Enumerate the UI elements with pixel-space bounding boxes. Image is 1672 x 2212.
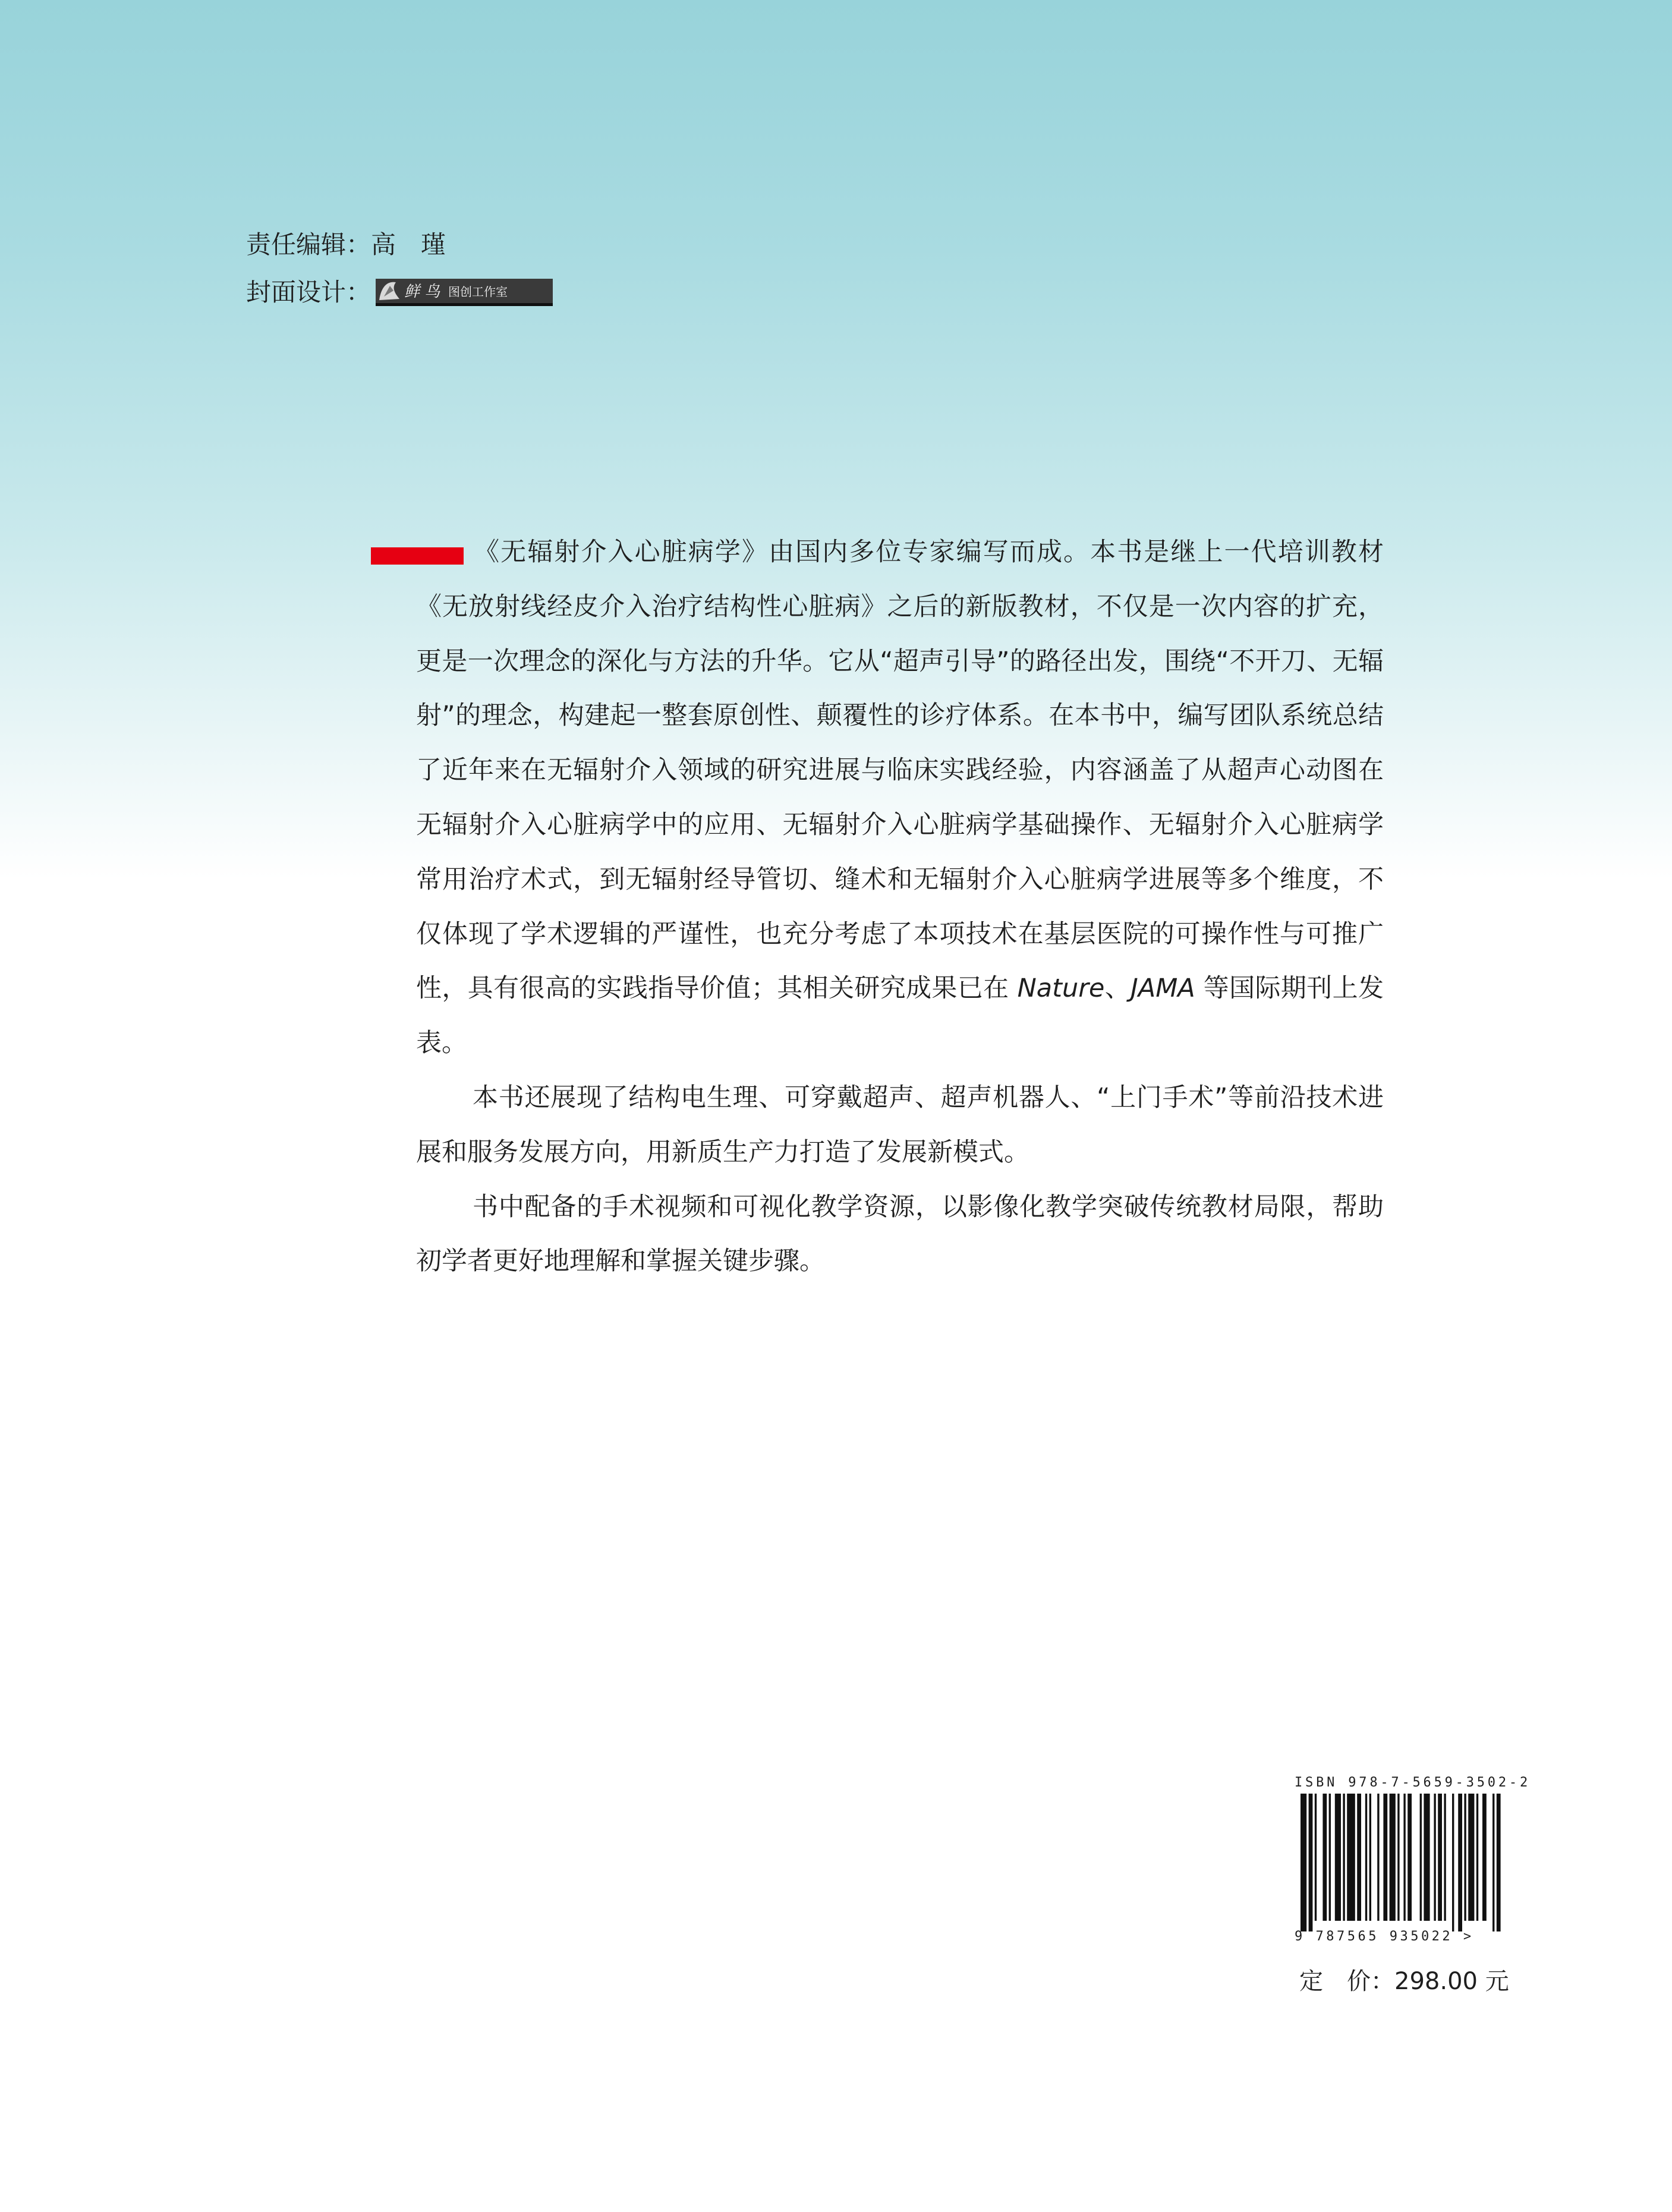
barcode-bar <box>1444 1794 1446 1921</box>
svg-text:图创工作室: 图创工作室 <box>448 285 508 299</box>
barcode-bar <box>1452 1794 1454 1931</box>
barcode-bar <box>1357 1794 1361 1921</box>
description-paragraph-1 <box>416 525 1384 1071</box>
desc-p1-text-b: 等国际期刊上发表。 <box>416 973 1384 1058</box>
price-line <box>1299 1962 1509 1996</box>
barcode-bar <box>1347 1794 1355 1921</box>
barcode-bar <box>1464 1794 1466 1921</box>
barcode-bar <box>1397 1794 1399 1921</box>
editor-label: 责任编辑： <box>246 230 371 259</box>
barcode-bar <box>1424 1794 1429 1921</box>
barcode-bar <box>1434 1794 1435 1921</box>
barcode-bar <box>1390 1794 1396 1921</box>
desc-p1-separator: 、 <box>1104 973 1131 1004</box>
barcode-bar <box>1438 1794 1442 1921</box>
barcode-bar <box>1407 1794 1412 1921</box>
barcode-bar <box>1482 1794 1487 1921</box>
barcode-bar <box>1383 1794 1387 1921</box>
book-description <box>416 525 1384 1289</box>
barcode-bar <box>1301 1794 1306 1931</box>
description-paragraph-2: 本书还展现了结构电生理、可穿戴超声、超声机器人、“上门手术”等前沿技术进展和服务发展方向，用新质生产力打造了发展新模式。 <box>416 1082 1384 1167</box>
designer-logo-mark <box>376 279 553 303</box>
barcode-bar <box>1315 1794 1317 1921</box>
designer-credit <box>246 269 553 316</box>
price-unit: 元 <box>1485 1968 1509 1995</box>
price-value: 298.00 <box>1394 1968 1478 1995</box>
barcode-bar <box>1335 1794 1341 1921</box>
barcode-bar <box>1492 1794 1494 1931</box>
barcode-bar <box>1309 1794 1313 1931</box>
isbn-barcode-block <box>1295 1775 1531 1944</box>
barcode-bar <box>1323 1794 1327 1921</box>
barcode-bar <box>1365 1794 1367 1921</box>
barcode-bar <box>1369 1794 1371 1921</box>
credits-block <box>246 221 553 316</box>
journal-nature: Nature <box>1017 973 1105 1004</box>
barcode-digits: 9 787565 935022 > <box>1295 1929 1474 1944</box>
editor-credit <box>246 221 553 269</box>
svg-text:鲜 鸟: 鲜 鸟 <box>404 283 440 301</box>
editor-name: 高 瑾 <box>371 230 446 259</box>
barcode-bar <box>1497 1794 1501 1931</box>
price-label: 定 价： <box>1299 1968 1394 1995</box>
barcode-bar <box>1476 1794 1478 1921</box>
barcode-bar <box>1377 1794 1379 1921</box>
isbn-text: ISBN 978-7-5659-3502-2 <box>1295 1775 1531 1790</box>
barcode-bar <box>1343 1794 1344 1921</box>
designer-logo <box>376 279 553 306</box>
description-paragraph-3: 书中配备的手术视频和可视化教学资源，以影像化教学突破传统教材局限，帮助初学者更好地理解和掌握关键步骤。 <box>416 1192 1384 1277</box>
desc-p1-text-a: 《无辐射介入心脏病学》由国内多位专家编写而成。本书是继上一代培训教材《无放射线经皮介入治疗结构性心脏病》之后的新版教材，不仅是一次内容的扩充，更是一次理念的深化与方法的升华。它从“超声引导”的路径出发，围绕“不开刀、无辐射”的理念，构建起一整套原创性、颠覆性的诊疗体系。在本书中，编写团队系统总结了近年来在无辐射介入领域的研究进展与临床实践经验，内容涵盖了从超声心动图在无辐射介入心脏病学中的应用、无辐射介入心脏病学基础操作、无辐射介入心脏病学常用治疗术式，到无辐射经导管切、缝术和无辐射介入心脏病学进展等多个维度，不仅体现了学术逻辑的严谨性，也充分考虑了本项技术在基层医院的可操作性与可推广性，具有很高的实践指导价值；其相关研究成果已在 <box>416 537 1384 1004</box>
journal-jama: JAMA <box>1131 973 1195 1004</box>
barcode-bar <box>1403 1794 1405 1921</box>
barcode-bar <box>1420 1794 1422 1921</box>
barcode-bar <box>1458 1794 1462 1931</box>
designer-label: 封面设计： <box>246 278 371 307</box>
barcode-bar <box>1468 1794 1474 1921</box>
barcode-graphic <box>1295 1794 1505 1931</box>
barcode-bar <box>1329 1794 1331 1921</box>
